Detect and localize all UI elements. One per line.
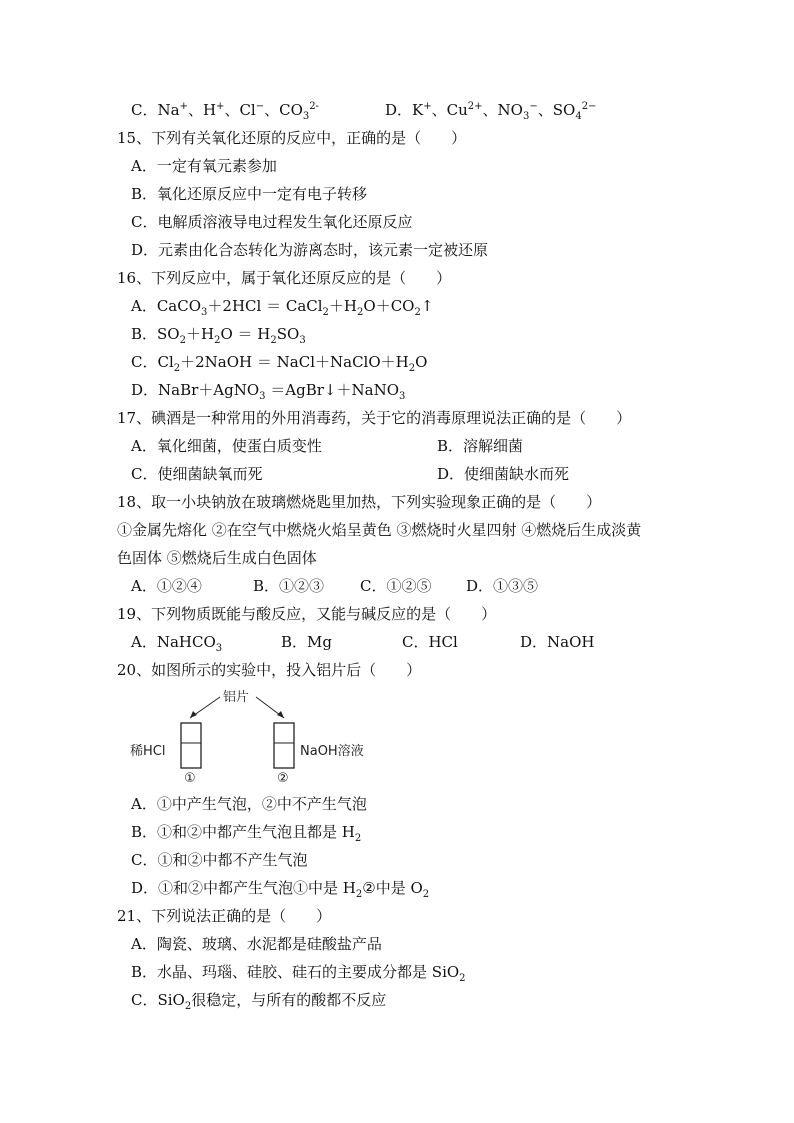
- dilute-hcl-label: 稀HCl: [130, 744, 166, 759]
- arrow-left-head: [190, 711, 197, 718]
- q19-option-d: D．NaOH: [520, 633, 595, 651]
- q19-option-b: B．Mg: [281, 633, 332, 651]
- q20-stem: 20、如图所示的实验中，投入铝片后（ ）: [117, 661, 422, 679]
- tube-1-label: ①: [184, 771, 196, 785]
- q20-option-b: B．①和②中都产生气泡且都是 $H_2$: [131, 823, 362, 844]
- tube-2: [274, 723, 294, 768]
- q17-stem: 17、碘酒是一种常用的外用消毒药，关于它的消毒原理说法正确的是（ ）: [117, 409, 632, 427]
- q15-option-c: C．电解质溶液导电过程发生氧化还原反应: [131, 213, 413, 231]
- q18-statement-line2: 色固体 ⑤燃烧后生成白色固体: [117, 549, 317, 567]
- q21-option-c: C．SiO$_2$很稳定，与所有的酸都不反应: [131, 991, 387, 1012]
- q18-stem: 18、取一小块钠放在玻璃燃烧匙里加热，下列实验现象正确的是（ ）: [117, 493, 602, 511]
- q16-stem: 16、下列反应中，属于氧化还原反应的是（ ）: [117, 269, 452, 287]
- q20-option-a: A．①中产生气泡，②中不产生气泡: [131, 795, 367, 813]
- q16-option-d: D．NaBr＋AgNO$_3$ ＝AgBr↓＋NaNO$_3$: [131, 381, 406, 402]
- q17-option-c: C．使细菌缺氧而死: [131, 465, 263, 483]
- q15-option-a: A．一定有氧元素参加: [131, 157, 277, 175]
- q15-stem: 15、下列有关氧化还原的反应中，正确的是（ ）: [117, 129, 467, 147]
- tube-2-label: ②: [277, 771, 289, 785]
- q18-statement-line1: ①金属先熔化 ②在空气中燃烧火焰呈黄色 ③燃烧时火星四射 ④燃烧后生成淡黄: [117, 521, 642, 539]
- q14-option-c: C．Na+、H+、Cl−、$CO_3^{2-}$: [131, 101, 320, 122]
- q17-option-d: D．使细菌缺水而死: [437, 465, 570, 483]
- q18-option-b: B．①②③: [253, 577, 325, 595]
- q18-option-d: D．①③⑤: [466, 577, 539, 595]
- q20-experiment-figure: [128, 685, 398, 785]
- arrow-right-head: [277, 711, 284, 718]
- q15-option-b: B．氧化还原反应中一定有电子转移: [131, 185, 368, 203]
- aluminum-label: 铝片: [223, 690, 250, 705]
- q16-option-a: A．CaCO$_3$＋2HCl ＝ $CaCl_2+H_2O+CO_2↑$: [131, 297, 434, 318]
- q21-stem: 21、下列说法正确的是（ ）: [117, 907, 332, 925]
- q18-option-a: A．①②④: [131, 577, 202, 595]
- naoh-solution-label: NaOH溶液: [300, 744, 364, 759]
- q17-option-a: A．氧化细菌，使蛋白质变性: [131, 437, 322, 455]
- q14-option-d: D．K+、$Cu^{2+}$、$NO_3^-$、$SO_4^{2-}$: [385, 101, 597, 122]
- q15-option-d: D．元素由化合态转化为游离态时，该元素一定被还原: [131, 241, 489, 259]
- q19-option-c: C．HCl: [402, 633, 458, 651]
- q18-option-c: C．①②⑤: [360, 577, 432, 595]
- q16-option-c: C．$Cl_2+2NaOH$ ＝ $NaCl+NaClO+H_2O$: [131, 353, 428, 374]
- q19-option-a: A．NaHCO$_3$: [131, 633, 223, 654]
- q21-option-a: A．陶瓷、玻璃、水泥都是硅酸盐产品: [131, 935, 382, 953]
- q20-option-d: D．①和②中都产生气泡①中是 $H_2②$中是 $O_2$: [131, 879, 430, 900]
- q19-stem: 19、下列物质既能与酸反应，又能与碱反应的是（ ）: [117, 605, 497, 623]
- q16-option-b: B．$SO_2+H_2O = H_2SO_3$: [131, 325, 306, 346]
- q20-option-c: C．①和②中都不产生气泡: [131, 851, 308, 869]
- q21-option-b: B．水晶、玛瑙、硅胶、硅石的主要成分都是 SiO$_2$: [131, 963, 466, 984]
- q17-option-b: B．溶解细菌: [437, 437, 524, 455]
- tube-1: [181, 723, 201, 768]
